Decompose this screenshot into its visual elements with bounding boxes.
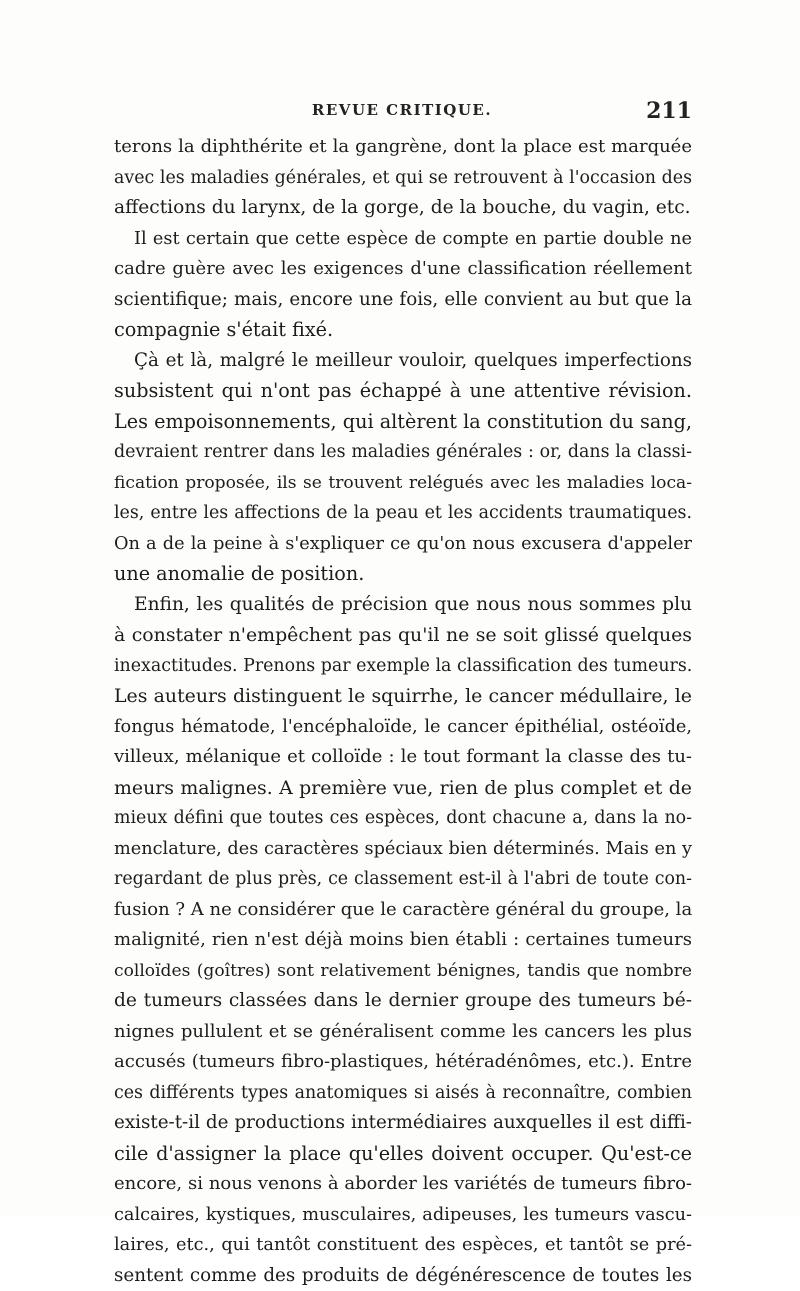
text-line: existe-t-il de productions intermédiaires auxquelles il est diffi- bbox=[114, 1108, 692, 1139]
text-line: colloïdes (goîtres) sont relativement bénignes, tandis que nombre bbox=[114, 956, 692, 987]
text-line: accusés (tumeurs fibro-plastiques, hétéradénômes, etc.). Entre bbox=[114, 1047, 692, 1078]
text-line: affections du larynx, de la gorge, de la bouche, du vagin, etc. bbox=[114, 193, 692, 224]
text-line: avec les maladies générales, et qui se retrouvent à l'occasion des bbox=[114, 163, 692, 194]
text-line: nignes pullulent et se généralisent comme les cancers les plus bbox=[114, 1017, 692, 1048]
text-line: menclature, des caractères spéciaux bien déterminés. Mais en y bbox=[114, 834, 692, 865]
text-line: les, entre les affections de la peau et les accidents traumatiques. bbox=[114, 498, 692, 529]
text-line: devraient rentrer dans les maladies générales : or, dans la classi- bbox=[114, 437, 692, 468]
text-line: encore, si nous venons à aborder les variétés de tumeurs fibro- bbox=[114, 1169, 692, 1200]
text-line: Çà et là, malgré le meilleur vouloir, quelques imperfections bbox=[114, 346, 692, 377]
text-line: calcaires, kystiques, musculaires, adipeuses, les tumeurs vascu- bbox=[114, 1200, 692, 1231]
body-text bbox=[114, 132, 692, 1291]
page-number: 211 bbox=[646, 98, 692, 124]
text-line: inexactitudes. Prenons par exemple la classification des tumeurs. bbox=[114, 651, 692, 682]
text-line: Enfin, les qualités de précision que nous nous sommes plu bbox=[114, 590, 692, 621]
text-line: mieux défini que toutes ces espèces, dont chacune a, dans la no- bbox=[114, 803, 692, 834]
text-line: villeux, mélanique et colloïde : le tout formant la classe des tu- bbox=[114, 742, 692, 773]
running-header bbox=[112, 101, 692, 127]
text-line: Les auteurs distinguent le squirrhe, le cancer médullaire, le bbox=[114, 681, 692, 712]
text-line: malignité, rien n'est déjà moins bien établi : certaines tumeurs bbox=[114, 925, 692, 956]
text-line: fusion ? A ne considérer que le caractère général du groupe, la bbox=[114, 895, 692, 926]
text-line: subsistent qui n'ont pas échappé à une attentive révision. bbox=[114, 376, 692, 407]
text-line: terons la diphthérite et la gangrène, dont la place est marquée bbox=[114, 132, 692, 163]
running-title: REVUE CRITIQUE. bbox=[112, 101, 692, 119]
text-line: fongus hématode, l'encéphaloïde, le cancer épithélial, ostéoïde, bbox=[114, 712, 692, 743]
text-line: compagnie s'était fixé. bbox=[114, 315, 692, 346]
text-line: meurs malignes. A première vue, rien de plus complet et de bbox=[114, 773, 692, 804]
text-line: regardant de plus près, ce classement est-il à l'abri de toute con- bbox=[114, 864, 692, 895]
text-line: laires, etc., qui tantôt constituent des espèces, et tantôt se pré- bbox=[114, 1230, 692, 1261]
text-line: cadre guère avec les exigences d'une classification réellement bbox=[114, 254, 692, 285]
text-line: cile d'assigner la place qu'elles doivent occuper. Qu'est-ce bbox=[114, 1139, 692, 1170]
text-line: sentent comme des produits de dégénérescence de toutes les bbox=[114, 1261, 692, 1291]
text-line: On a de la peine à s'expliquer ce qu'on nous excusera d'appeler bbox=[114, 529, 692, 560]
text-line: à constater n'empêchent pas qu'il ne se soit glissé quelques bbox=[114, 620, 692, 651]
text-line: fication proposée, ils se trouvent relégués avec les maladies loca- bbox=[114, 468, 692, 499]
text-line: ces différents types anatomiques si aisés à reconnaître, combien bbox=[114, 1078, 692, 1109]
text-line: scientifique; mais, encore une fois, elle convient au but que la bbox=[114, 285, 692, 316]
text-line: Les empoisonnements, qui altèrent la constitution du sang, bbox=[114, 407, 692, 438]
text-line: de tumeurs classées dans le dernier groupe des tumeurs bé- bbox=[114, 986, 692, 1017]
text-line: une anomalie de position. bbox=[114, 559, 692, 590]
text-line: Il est certain que cette espèce de compte en partie double ne bbox=[114, 224, 692, 255]
